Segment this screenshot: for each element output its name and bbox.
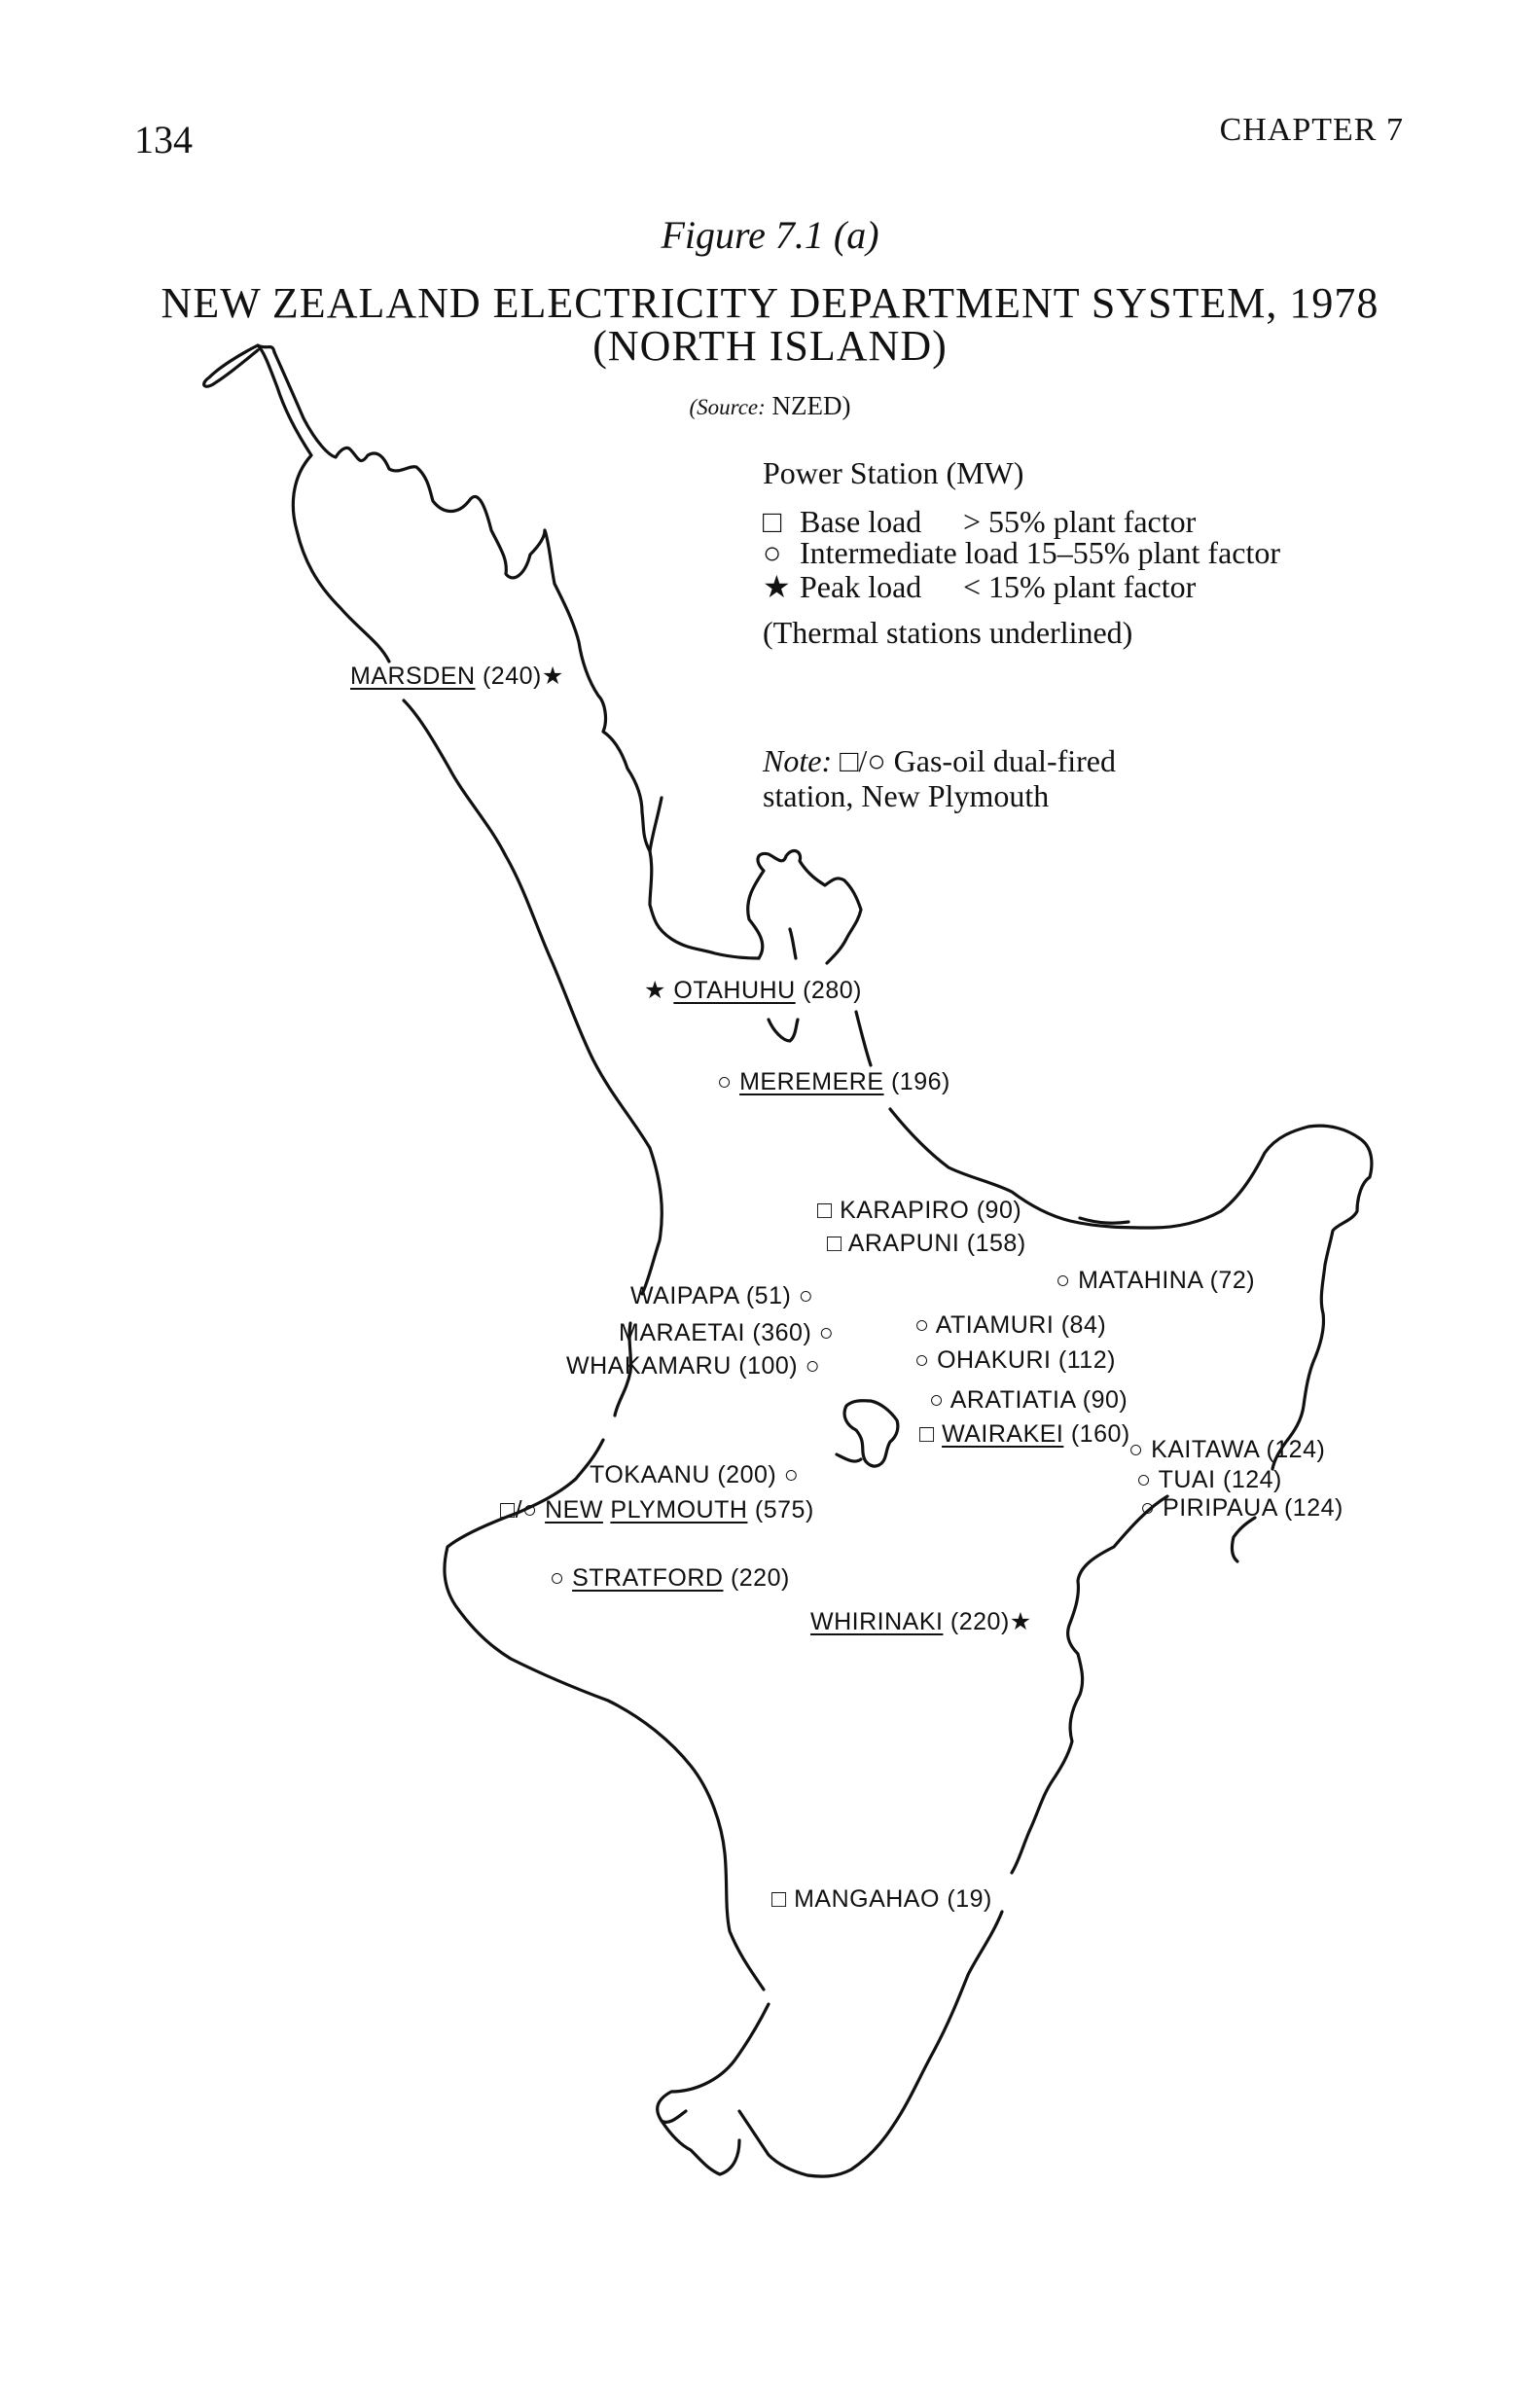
otahuhu-inlet bbox=[769, 1020, 798, 1041]
station-name: STRATFORD bbox=[572, 1564, 724, 1592]
station-name: MEREMERE bbox=[739, 1068, 884, 1095]
square-icon: □ bbox=[919, 1420, 935, 1448]
circle-icon: ○ bbox=[914, 1346, 930, 1374]
station-maraetai bbox=[619, 1319, 834, 1347]
station-mw: (160) bbox=[1070, 1420, 1130, 1448]
station-name-part1: NEW bbox=[545, 1496, 603, 1524]
legend-item-intermediate bbox=[763, 535, 1280, 571]
circle-icon: ○ bbox=[1128, 1436, 1144, 1463]
station-arapuni bbox=[827, 1230, 1026, 1258]
source-value: NZED) bbox=[771, 391, 851, 420]
circle-icon: ○ bbox=[914, 1311, 930, 1339]
station-ohakuri bbox=[914, 1346, 1116, 1375]
legend-peak-criterion: < 15% plant factor bbox=[963, 569, 1197, 604]
station-aratiatia bbox=[929, 1386, 1128, 1415]
square-icon: □ bbox=[827, 1230, 842, 1257]
legend-thermal-note: (Thermal stations underlined) bbox=[763, 615, 1133, 650]
square-icon: □ bbox=[763, 504, 782, 539]
station-mw: (200) bbox=[717, 1461, 777, 1488]
chapter-label: CHAPTER 7 bbox=[1219, 112, 1404, 148]
star-icon: ★ bbox=[644, 977, 666, 1004]
legend-intermediate-label: Intermediate load 15–55% plant factor bbox=[800, 535, 1281, 570]
northland-east-coast bbox=[274, 352, 759, 958]
west-coastline bbox=[204, 345, 769, 2122]
waikato-river bbox=[650, 798, 662, 851]
page-number: 134 bbox=[134, 118, 193, 161]
station-mw: (90) bbox=[1082, 1386, 1128, 1414]
station-tokaanu bbox=[590, 1461, 799, 1489]
legend-item-peak bbox=[763, 568, 1196, 605]
station-name: OTAHUHU bbox=[673, 977, 796, 1004]
station-name: WHIRINAKI bbox=[810, 1608, 944, 1635]
figure-number: Figure 7.1 (a) bbox=[661, 213, 879, 257]
station-waipapa bbox=[630, 1282, 813, 1310]
legend-peak-label: Peak load bbox=[800, 569, 922, 604]
station-mw: (220) bbox=[730, 1564, 790, 1592]
station-whakamaru bbox=[566, 1352, 820, 1380]
figure-title-line2: (NORTH ISLAND) bbox=[592, 322, 948, 370]
station-mw: (280) bbox=[803, 977, 862, 1004]
legend-note-line1 bbox=[763, 743, 1116, 779]
station-marsden bbox=[350, 662, 564, 691]
circle-icon: ○ bbox=[763, 535, 782, 570]
station-name: PIRIPAUA bbox=[1163, 1494, 1277, 1522]
star-icon: ★ bbox=[541, 663, 564, 690]
station-name: KAITAWA bbox=[1151, 1436, 1259, 1463]
legend-base-label: Base load bbox=[800, 504, 922, 539]
circle-icon: ○ bbox=[798, 1282, 814, 1309]
station-name: ARAPUNI bbox=[847, 1230, 960, 1257]
star-icon: ★ bbox=[1009, 1608, 1032, 1635]
station-mw: (90) bbox=[976, 1197, 1022, 1224]
station-name: WHAKAMARU bbox=[566, 1352, 732, 1380]
circle-icon: ○ bbox=[1136, 1466, 1152, 1493]
station-mangahao bbox=[771, 1885, 992, 1914]
station-name: KARAPIRO bbox=[840, 1197, 970, 1224]
circle-icon: ○ bbox=[783, 1461, 800, 1488]
star-icon: ★ bbox=[763, 569, 791, 604]
station-matahina bbox=[1056, 1267, 1255, 1295]
station-otahuhu bbox=[644, 976, 862, 1005]
circle-icon: ○ bbox=[550, 1564, 565, 1592]
station-name: WAIRAKEI bbox=[942, 1420, 1064, 1448]
station-name: MATAHINA bbox=[1078, 1267, 1203, 1294]
station-name: WAIPAPA bbox=[630, 1282, 739, 1309]
station-mw: (240) bbox=[482, 663, 542, 690]
square-icon: □ bbox=[817, 1197, 833, 1224]
station-name: MANGAHAO bbox=[794, 1885, 940, 1913]
station-name: MARAETAI bbox=[619, 1319, 745, 1346]
station-mw: (100) bbox=[738, 1352, 799, 1380]
karapiro-leader bbox=[1080, 1218, 1128, 1223]
note-text-line1: □/○ Gas-oil dual-fired bbox=[840, 743, 1116, 778]
circle-icon: ○ bbox=[805, 1352, 821, 1380]
square-icon: □ bbox=[771, 1885, 787, 1913]
station-mw: (360) bbox=[752, 1319, 812, 1346]
station-whirinaki bbox=[810, 1607, 1032, 1636]
station-mw: (72) bbox=[1209, 1267, 1256, 1294]
southern-coast bbox=[739, 1912, 1002, 2176]
station-wairakei bbox=[919, 1420, 1130, 1449]
station-name: TOKAANU bbox=[590, 1461, 710, 1488]
station-mw: (51) bbox=[745, 1282, 792, 1309]
coromandel-peninsula bbox=[748, 851, 861, 963]
figure-title-line1: NEW ZEALAND ELECTRICITY DEPARTMENT SYSTEM, 1978 bbox=[161, 279, 1379, 327]
station-name: ARATIATIA bbox=[949, 1386, 1076, 1414]
station-new-plymouth bbox=[500, 1496, 814, 1524]
hawke-bay-coast bbox=[1009, 1496, 1167, 1873]
station-name: ATIAMURI bbox=[935, 1311, 1055, 1339]
station-mw: (112) bbox=[1057, 1346, 1116, 1374]
station-piripaua bbox=[1140, 1494, 1343, 1523]
station-name: OHAKURI bbox=[937, 1346, 1052, 1374]
legend-base-criterion: > 55% plant factor bbox=[963, 504, 1197, 539]
station-atiamuri bbox=[914, 1311, 1106, 1340]
station-meremere bbox=[717, 1068, 950, 1096]
legend-heading: Power Station (MW) bbox=[763, 455, 1024, 490]
note-label: Note: bbox=[763, 743, 833, 778]
station-mw: (124) bbox=[1283, 1494, 1343, 1522]
circle-icon: ○ bbox=[1140, 1494, 1156, 1522]
station-mw: (84) bbox=[1060, 1311, 1107, 1339]
mahia-hook bbox=[1232, 1518, 1255, 1561]
station-mw: (575) bbox=[754, 1496, 814, 1524]
wellington-harbour bbox=[662, 2121, 739, 2174]
station-mw: (19) bbox=[947, 1885, 992, 1913]
station-name: TUAI bbox=[1158, 1466, 1216, 1493]
source-label: (Source: bbox=[689, 395, 766, 419]
station-name-part2: PLYMOUTH bbox=[610, 1496, 748, 1524]
station-mw: (220) bbox=[949, 1608, 1010, 1635]
station-mw: (196) bbox=[890, 1068, 950, 1095]
station-name: MARSDEN bbox=[350, 663, 476, 690]
station-mw: (124) bbox=[1266, 1436, 1326, 1463]
tokaanu-leader bbox=[837, 1454, 861, 1461]
square-circle-icon: □/○ bbox=[500, 1496, 538, 1524]
station-mw: (158) bbox=[966, 1230, 1026, 1257]
circle-icon: ○ bbox=[717, 1068, 733, 1095]
station-mw: (124) bbox=[1223, 1466, 1282, 1493]
hauraki-gulf-inner bbox=[790, 929, 796, 958]
circle-icon: ○ bbox=[1056, 1267, 1071, 1294]
circle-icon: ○ bbox=[818, 1319, 835, 1346]
legend-note-line2: station, New Plymouth bbox=[763, 778, 1050, 813]
station-kaitawa bbox=[1128, 1436, 1325, 1464]
circle-icon: ○ bbox=[929, 1386, 945, 1414]
firth-of-thames bbox=[856, 1012, 871, 1065]
station-stratford bbox=[550, 1564, 790, 1593]
lake-taupo bbox=[844, 1401, 898, 1466]
station-karapiro bbox=[817, 1197, 1021, 1225]
station-tuai bbox=[1136, 1466, 1282, 1494]
